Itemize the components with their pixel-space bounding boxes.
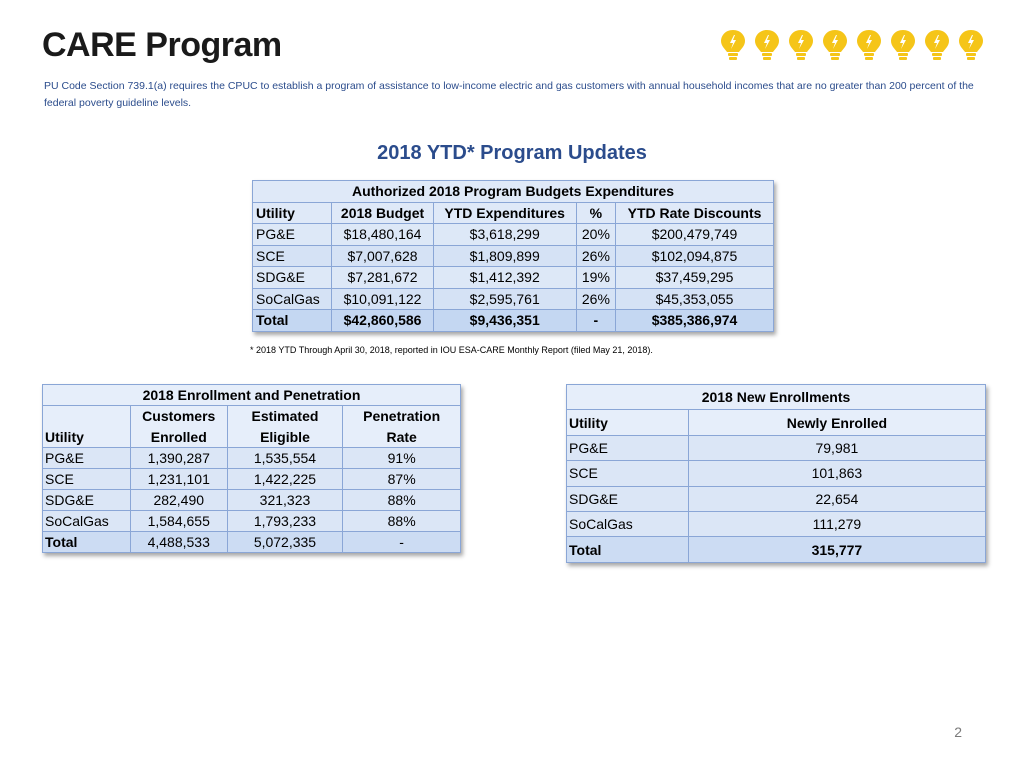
- table-total-row: [43, 532, 461, 553]
- enrollment-header-top: Customers: [130, 406, 227, 427]
- enrollment-cell: 321,323: [227, 490, 343, 511]
- table-row: [253, 267, 774, 289]
- budget-cell: $7,007,628: [332, 245, 433, 267]
- enrollment-cell: 91%: [343, 448, 461, 469]
- table-row: [567, 511, 986, 536]
- enrollment-header-bottom: Eligible: [227, 427, 343, 448]
- lightbulb-icon: [922, 28, 952, 62]
- enrollment-cell: 282,490: [130, 490, 227, 511]
- budget-cell: 19%: [576, 267, 615, 289]
- table-total-row: [567, 537, 986, 562]
- footnote: * 2018 YTD Through April 30, 2018, reported in IOU ESA-CARE Monthly Report (filed May 21, 2018).: [250, 345, 653, 355]
- new-enrollments-cell: SoCalGas: [567, 511, 689, 536]
- enrollment-cell: 1,535,554: [227, 448, 343, 469]
- new-enrollments-cell: 111,279: [688, 511, 985, 536]
- lightbulb-icon: [888, 28, 918, 62]
- table-row: [43, 448, 461, 469]
- new-enrollments-cell: PG&E: [567, 435, 689, 460]
- budget-cell: 26%: [576, 245, 615, 267]
- enrollment-cell: 88%: [343, 490, 461, 511]
- budget-cell: SCE: [253, 245, 332, 267]
- new-enrollments-cell: 22,654: [688, 486, 985, 511]
- budget-header-rate-discounts: YTD Rate Discounts: [616, 202, 774, 224]
- enrollment-cell: 1,422,225: [227, 469, 343, 490]
- budget-cell: $1,412,392: [433, 267, 576, 289]
- budget-cell: SoCalGas: [253, 288, 332, 310]
- enrollment-total-cell: Total: [43, 532, 131, 553]
- new-enrollments-table: [566, 384, 986, 563]
- budget-header-budget: 2018 Budget: [332, 202, 433, 224]
- budget-cell: $3,618,299: [433, 224, 576, 246]
- table-row: [43, 469, 461, 490]
- enrollment-total-cell: -: [343, 532, 461, 553]
- lightbulb-icon: [956, 28, 986, 62]
- new-enrollments-cell: 101,863: [688, 461, 985, 486]
- budget-cell: $2,595,761: [433, 288, 576, 310]
- page-title: CARE Program: [42, 26, 282, 64]
- enrollment-header-bottom: Enrolled: [130, 427, 227, 448]
- page-subtitle: PU Code Section 739.1(a) requires the CPUC to establish a program of assistance to low-income electric and gas customers with annual household incomes that are no greater than 200 percent of the federal poverty guideline levels.: [44, 80, 974, 109]
- lightbulb-icon: [718, 28, 748, 62]
- enrollment-header-blank: [43, 406, 131, 427]
- new-enrollments-cell: SCE: [567, 461, 689, 486]
- enrollment-cell: SCE: [43, 469, 131, 490]
- budget-cell: $10,091,122: [332, 288, 433, 310]
- enrollment-cell: 1,231,101: [130, 469, 227, 490]
- budget-cell: 26%: [576, 288, 615, 310]
- new-enrollments-total-cell: Total: [567, 537, 689, 562]
- new-enrollments-total-cell: 315,777: [688, 537, 985, 562]
- budget-cell: PG&E: [253, 224, 332, 246]
- table-row: [567, 486, 986, 511]
- budget-table: [252, 180, 774, 332]
- table-row: [253, 224, 774, 246]
- enrollment-table-caption: 2018 Enrollment and Penetration: [43, 385, 461, 406]
- budget-total-cell: Total: [253, 310, 332, 332]
- table-row: [43, 490, 461, 511]
- budget-cell: 20%: [576, 224, 615, 246]
- page-number: 2: [954, 724, 962, 740]
- new-enrollments-header-utility: Utility: [567, 410, 689, 435]
- budget-cell: $102,094,875: [616, 245, 774, 267]
- enrollment-cell: SoCalGas: [43, 511, 131, 532]
- budget-cell: $45,353,055: [616, 288, 774, 310]
- new-enrollments-header-count: Newly Enrolled: [688, 410, 985, 435]
- section-title: 2018 YTD* Program Updates: [377, 142, 647, 164]
- budget-cell: $7,281,672: [332, 267, 433, 289]
- budget-header-ytd-expenditures: YTD Expenditures: [433, 202, 576, 224]
- budget-total-cell: $9,436,351: [433, 310, 576, 332]
- enrollment-cell: PG&E: [43, 448, 131, 469]
- budget-total-cell: -: [576, 310, 615, 332]
- lightbulb-icon: [820, 28, 850, 62]
- enrollment-total-cell: 5,072,335: [227, 532, 343, 553]
- budget-header-utility: Utility: [253, 202, 332, 224]
- lightbulb-icon: [752, 28, 782, 62]
- budget-total-cell: $385,386,974: [616, 310, 774, 332]
- enrollment-header-top: Penetration: [343, 406, 461, 427]
- lightbulb-icon-row: [718, 28, 986, 62]
- enrollment-header-bottom: Rate: [343, 427, 461, 448]
- table-row: [253, 288, 774, 310]
- table-row: [567, 435, 986, 460]
- enrollment-cell: 87%: [343, 469, 461, 490]
- budget-cell: $200,479,749: [616, 224, 774, 246]
- new-enrollments-caption: 2018 New Enrollments: [567, 385, 986, 410]
- enrollment-header-top: Estimated: [227, 406, 343, 427]
- budget-cell: $18,480,164: [332, 224, 433, 246]
- enrollment-cell: SDG&E: [43, 490, 131, 511]
- lightbulb-icon: [854, 28, 884, 62]
- table-total-row: [253, 310, 774, 332]
- budget-cell: $1,809,899: [433, 245, 576, 267]
- budget-cell: $37,459,295: [616, 267, 774, 289]
- enrollment-total-cell: 4,488,533: [130, 532, 227, 553]
- enrollment-cell: 88%: [343, 511, 461, 532]
- lightbulb-icon: [786, 28, 816, 62]
- enrollment-cell: 1,390,287: [130, 448, 227, 469]
- enrollment-cell: 1,793,233: [227, 511, 343, 532]
- budget-total-cell: $42,860,586: [332, 310, 433, 332]
- table-row: [43, 511, 461, 532]
- enrollment-table: [42, 384, 461, 553]
- budget-table-caption: Authorized 2018 Program Budgets Expenditures: [253, 181, 774, 203]
- budget-header-percent: %: [576, 202, 615, 224]
- new-enrollments-cell: SDG&E: [567, 486, 689, 511]
- new-enrollments-cell: 79,981: [688, 435, 985, 460]
- table-row: [567, 461, 986, 486]
- enrollment-cell: 1,584,655: [130, 511, 227, 532]
- budget-cell: SDG&E: [253, 267, 332, 289]
- table-row: [253, 245, 774, 267]
- enrollment-header-utility: Utility: [43, 427, 131, 448]
